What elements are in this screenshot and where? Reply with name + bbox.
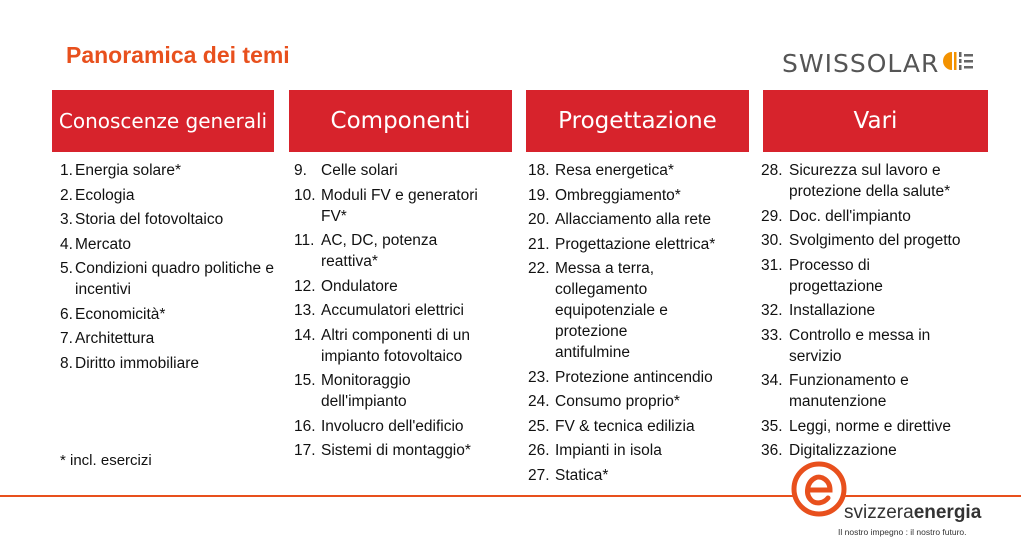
item-number: 35. [761, 417, 783, 435]
list-item [528, 367, 743, 388]
item-number: 2. [60, 186, 73, 204]
item-number: 1. [60, 162, 73, 179]
list-item [528, 416, 743, 437]
svizzeraenergia-wordmark [844, 502, 981, 524]
item-label: Mercato [75, 235, 131, 253]
item-label: Resa energetica* [555, 162, 674, 179]
item-number: 30. [761, 232, 783, 249]
list-item [528, 391, 743, 412]
item-label: Storia del fotovoltaico [75, 211, 224, 228]
item-number: 27. [528, 466, 550, 484]
item-label: Involucro dell'edificio [321, 417, 464, 435]
list-item [294, 300, 494, 321]
svizzeraenergia-logo [778, 458, 1021, 541]
list-item [528, 160, 743, 181]
topic-list-componenti [294, 160, 494, 465]
item-label: Moduli FV e generatori FV* [321, 186, 478, 225]
item-number: 14. [294, 326, 316, 344]
item-number: 33. [761, 326, 783, 344]
page-title: Panoramica dei temi [66, 42, 290, 68]
topic-list-vari [761, 160, 976, 465]
item-number: 24. [528, 393, 550, 410]
item-label: Energia solare* [75, 162, 181, 179]
item-label: Leggi, norme e direttive [789, 417, 951, 435]
item-label: Doc. dell'impianto [789, 207, 911, 225]
list-item [761, 300, 976, 321]
item-label: Ondulatore [321, 277, 398, 295]
item-label: Celle solari [321, 162, 398, 179]
item-number: 13. [294, 302, 316, 319]
item-number: 36. [761, 442, 783, 459]
list-item [528, 440, 743, 461]
column-header-conoscenze-generali: Conoscenze generali [52, 90, 274, 152]
item-number: 25. [528, 417, 550, 435]
list-item [761, 230, 976, 251]
wordmark-bold: energia [913, 502, 982, 523]
swissolar-logo [782, 48, 976, 78]
item-label: Architettura [75, 330, 155, 347]
item-label: Svolgimento del progetto [789, 232, 961, 249]
item-label: Statica* [555, 466, 609, 484]
item-number: 29. [761, 207, 783, 225]
item-number: 20. [528, 211, 550, 228]
item-number: 19. [528, 186, 550, 204]
list-item [60, 160, 286, 181]
list-item [761, 325, 976, 367]
item-number: 8. [60, 354, 73, 372]
list-item [60, 353, 286, 374]
item-label: AC, DC, potenza reattiva* [321, 232, 438, 270]
list-item [528, 465, 743, 486]
list-item [528, 209, 743, 230]
list-item [60, 304, 286, 325]
item-label: Ombreggiamento* [555, 186, 681, 204]
item-label: Processo di progettazione [789, 256, 883, 295]
list-item [60, 209, 286, 230]
list-item [761, 160, 976, 202]
item-label: Controllo e messa in servizio [789, 326, 931, 365]
item-number: 32. [761, 302, 783, 319]
item-label: FV & tecnica edilizia [555, 417, 695, 435]
item-number: 21. [528, 235, 550, 253]
topic-list-conoscenze-generali [60, 160, 286, 377]
item-number: 11. [294, 232, 315, 249]
list-item [60, 258, 286, 300]
item-number: 16. [294, 417, 316, 435]
item-label: Diritto immobiliare [75, 354, 200, 372]
svizzeraenergia-tagline: Il nostro impegno : il nostro futuro. [838, 527, 967, 537]
item-label: Altri componenti di un impianto fotovoltaico [321, 326, 471, 365]
item-number: 12. [294, 277, 316, 295]
item-label: Economicità* [75, 305, 166, 323]
item-label: Sicurezza sul lavoro e protezione della salute* [789, 162, 951, 200]
item-number: 3. [60, 211, 73, 228]
item-label: Sistemi di montaggio* [321, 442, 471, 459]
item-number: 31. [761, 256, 783, 274]
item-number: 5. [60, 260, 73, 277]
list-item [294, 276, 494, 297]
item-label: Funzionamento e manutenzione [789, 372, 909, 410]
item-label: Progettazione elettrica* [555, 235, 716, 253]
item-number: 18. [528, 162, 550, 179]
list-item [294, 416, 494, 437]
item-number: 34. [761, 372, 783, 389]
sun-icon [942, 49, 976, 78]
item-label: Accumulatori elettrici [321, 302, 464, 319]
logo-text: SWISSOLAR [782, 48, 940, 78]
list-item [761, 416, 976, 437]
item-number: 6. [60, 305, 73, 323]
column-header-componenti: Componenti [289, 90, 512, 152]
list-item [60, 185, 286, 206]
item-number: 15. [294, 372, 316, 389]
list-item [528, 185, 743, 206]
item-label: Condizioni quadro politiche e incentivi [75, 260, 275, 298]
list-item [60, 234, 286, 255]
list-item [294, 325, 494, 367]
list-item [761, 370, 976, 412]
topic-list-progettazione [528, 160, 743, 489]
list-item [294, 160, 494, 181]
item-label: Installazione [789, 302, 876, 319]
item-number: 26. [528, 442, 550, 459]
item-label: Messa a terra, collegamento equipotenziale e protezione antifulmine [555, 260, 668, 361]
item-label: Consumo proprio* [555, 393, 680, 410]
item-label: Allacciamento alla rete [555, 211, 711, 228]
list-item [294, 185, 494, 227]
item-label: Impianti in isola [555, 442, 662, 459]
list-item [528, 234, 743, 255]
item-label: Protezione antincendio [555, 368, 713, 386]
item-number: 7. [60, 330, 73, 347]
wordmark-light: svizzera [844, 502, 914, 523]
item-number: 17. [294, 442, 316, 459]
item-label: Monitoraggio dell'impianto [321, 372, 411, 410]
item-number: 22. [528, 260, 550, 277]
column-header-progettazione: Progettazione [526, 90, 749, 152]
list-item [761, 255, 976, 297]
item-label: Ecologia [75, 186, 135, 204]
list-item [60, 328, 286, 349]
item-number: 4. [60, 235, 73, 253]
list-item [528, 258, 743, 363]
svizzeraenergia-e-icon [790, 458, 848, 520]
footnote: * incl. esercizi [60, 452, 152, 469]
item-number: 10. [294, 186, 316, 204]
list-item [761, 206, 976, 227]
column-header-vari: Vari [763, 90, 988, 152]
item-number: 23. [528, 368, 550, 386]
item-label: Digitalizzazione [789, 442, 897, 459]
list-item [294, 230, 494, 272]
item-number: 9. [294, 162, 307, 179]
list-item [294, 370, 494, 412]
item-number: 28. [761, 162, 783, 179]
list-item [294, 440, 494, 461]
